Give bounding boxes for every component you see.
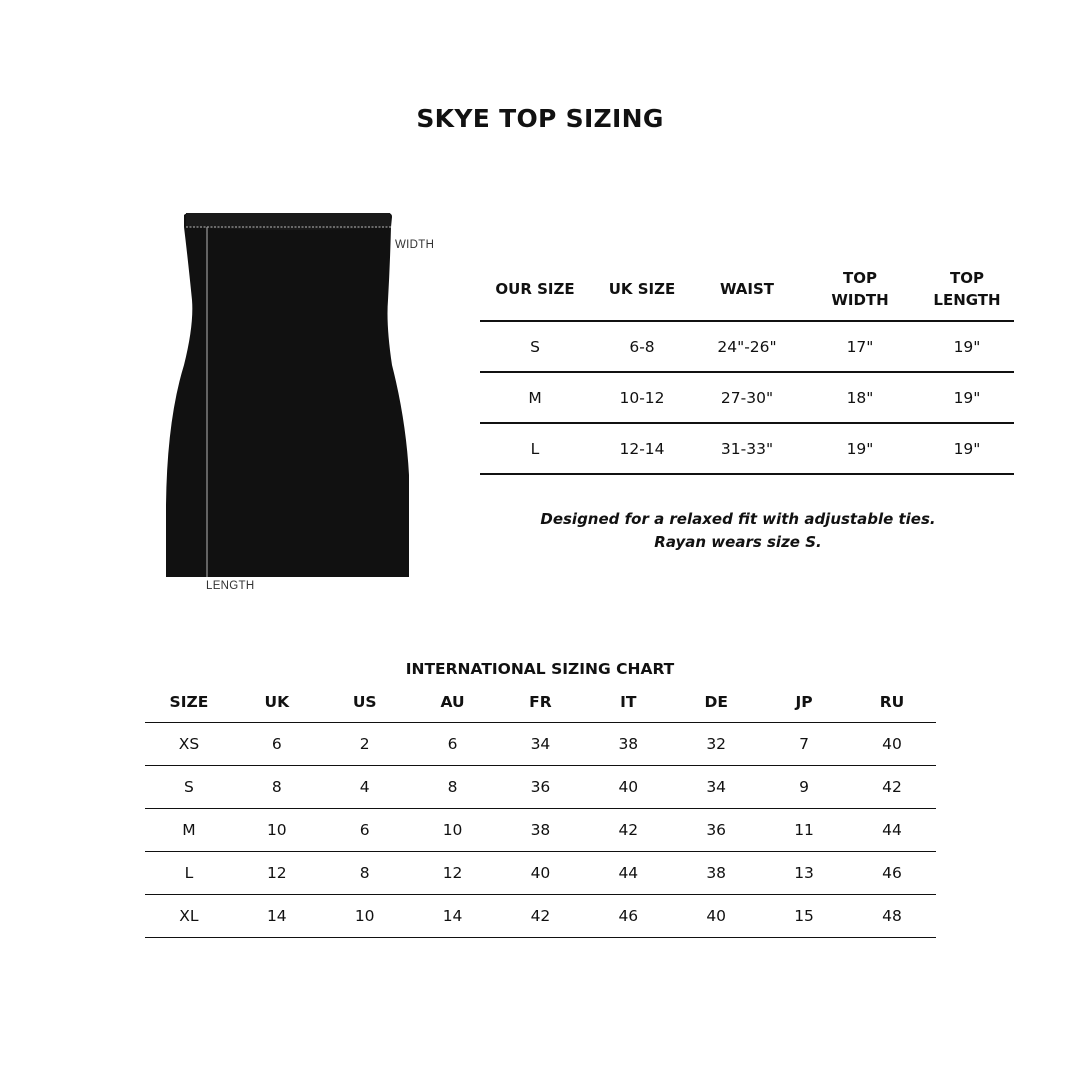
table-cell: 11 [760, 809, 848, 852]
table-cell: 6 [321, 809, 409, 852]
table-cell: 10-12 [590, 372, 694, 423]
length-label: LENGTH [206, 580, 255, 592]
table-cell: XS [145, 723, 233, 766]
table-cell: L [145, 852, 233, 895]
table-cell: 42 [584, 809, 672, 852]
table-cell: 38 [672, 852, 760, 895]
table-cell: 17" [800, 321, 920, 372]
intl-header-row [145, 682, 936, 723]
table-cell: 18" [800, 372, 920, 423]
table-cell: 46 [584, 895, 672, 938]
fit-note-line: Rayan wears size S. [654, 533, 822, 551]
header-de: DE [672, 682, 760, 723]
table-cell: 46 [848, 852, 936, 895]
table-cell: 40 [672, 895, 760, 938]
table-row [145, 895, 936, 938]
table-cell: 4 [321, 766, 409, 809]
table-cell: 10 [321, 895, 409, 938]
table-row [145, 766, 936, 809]
header-au: AU [409, 682, 497, 723]
table-cell: 9 [760, 766, 848, 809]
header-jp: JP [760, 682, 848, 723]
table-cell: 12-14 [590, 423, 694, 474]
table-cell: 40 [584, 766, 672, 809]
table-cell: 31-33" [694, 423, 800, 474]
header-it: IT [584, 682, 672, 723]
table-cell: S [480, 321, 590, 372]
table-cell: M [145, 809, 233, 852]
header-top-length: TOP LENGTH [920, 258, 1014, 321]
table-cell: S [145, 766, 233, 809]
fit-note-line: Designed for a relaxed fit with adjustable ties. [540, 510, 936, 528]
size-table [480, 258, 1014, 475]
table-cell: 32 [672, 723, 760, 766]
table-cell: M [480, 372, 590, 423]
table-cell: 36 [672, 809, 760, 852]
table-row [145, 809, 936, 852]
table-cell: 8 [409, 766, 497, 809]
header-uk: UK [233, 682, 321, 723]
table-cell: 34 [672, 766, 760, 809]
table-cell: 34 [497, 723, 585, 766]
table-cell: 7 [760, 723, 848, 766]
table-cell: 8 [233, 766, 321, 809]
table-cell: 42 [497, 895, 585, 938]
table-cell: 42 [848, 766, 936, 809]
tube-top-shape [166, 213, 409, 577]
table-cell: 14 [233, 895, 321, 938]
garment-illustration [160, 205, 450, 605]
table-cell: 6 [409, 723, 497, 766]
fit-note [500, 508, 976, 554]
table-cell: 6-8 [590, 321, 694, 372]
table-cell: 40 [848, 723, 936, 766]
table-cell: 10 [233, 809, 321, 852]
table-cell: 12 [233, 852, 321, 895]
table-cell: 48 [848, 895, 936, 938]
table-cell: 19" [800, 423, 920, 474]
table-cell: 8 [321, 852, 409, 895]
intl-sizing-table [145, 682, 936, 938]
header-our-size: OUR SIZE [480, 258, 590, 321]
table-row [480, 372, 1014, 423]
table-cell: 2 [321, 723, 409, 766]
page-title: SKYE TOP SIZING [416, 104, 664, 133]
header-waist: WAIST [694, 258, 800, 321]
table-cell: 13 [760, 852, 848, 895]
table-row [145, 852, 936, 895]
table-cell: 40 [497, 852, 585, 895]
size-table-header-row [480, 258, 1014, 321]
table-cell: 15 [760, 895, 848, 938]
table-cell: L [480, 423, 590, 474]
table-row [145, 723, 936, 766]
table-cell: 14 [409, 895, 497, 938]
width-label: WIDTH [395, 239, 435, 251]
table-cell: 6 [233, 723, 321, 766]
table-cell: 10 [409, 809, 497, 852]
table-cell: 44 [848, 809, 936, 852]
table-cell: 24"-26" [694, 321, 800, 372]
table-cell: 38 [584, 723, 672, 766]
header-us: US [321, 682, 409, 723]
table-cell: 36 [497, 766, 585, 809]
header-uk-size: UK SIZE [590, 258, 694, 321]
table-cell: 12 [409, 852, 497, 895]
table-cell: XL [145, 895, 233, 938]
header-top-width: TOP WIDTH [800, 258, 920, 321]
table-row [480, 423, 1014, 474]
table-cell: 27-30" [694, 372, 800, 423]
table-row [480, 321, 1014, 372]
header-size: SIZE [145, 682, 233, 723]
intl-chart-title: INTERNATIONAL SIZING CHART [405, 660, 675, 678]
header-fr: FR [497, 682, 585, 723]
table-cell: 19" [920, 423, 1014, 474]
table-cell: 38 [497, 809, 585, 852]
table-cell: 44 [584, 852, 672, 895]
header-ru: RU [848, 682, 936, 723]
table-cell: 19" [920, 321, 1014, 372]
table-cell: 19" [920, 372, 1014, 423]
